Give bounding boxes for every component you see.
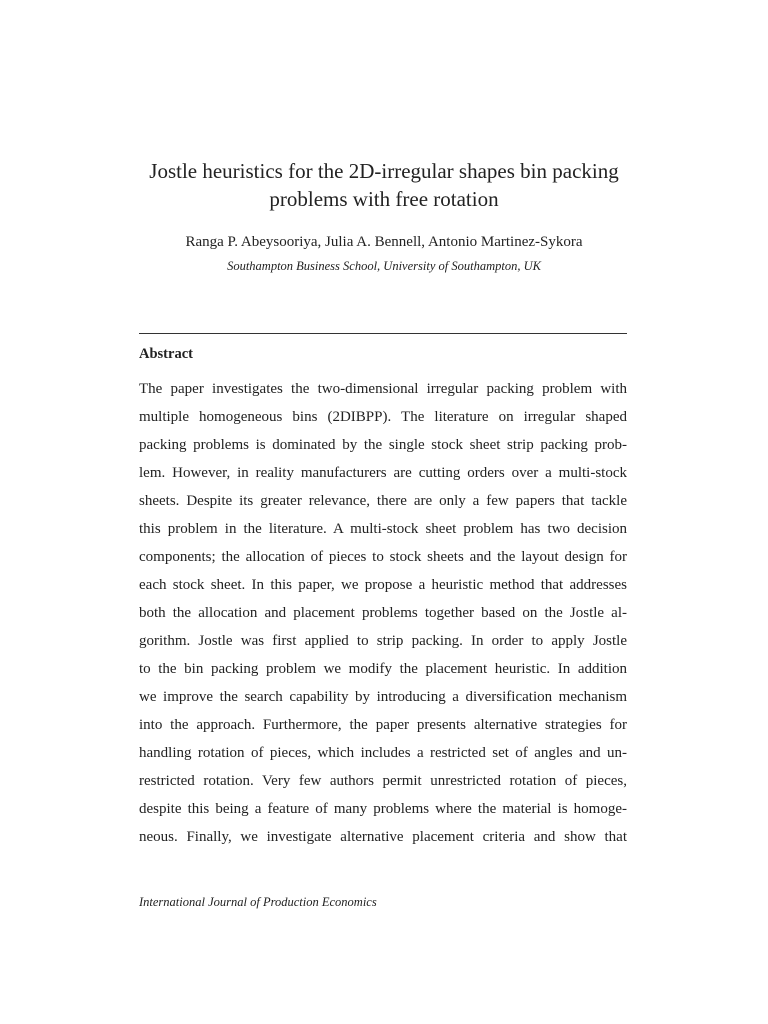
abstract-line: each stock sheet. In this paper, we propose a heuristic method that addresses xyxy=(139,577,627,593)
abstract-line: into the approach. Furthermore, the paper presents alternative strategies for xyxy=(139,717,627,733)
abstract-divider xyxy=(139,333,627,334)
abstract-line: to the bin packing problem we modify the placement heuristic. In addition xyxy=(139,661,627,677)
abstract-line: The paper investigates the two-dimensional irregular packing problem with xyxy=(139,381,627,397)
abstract-line: components; the allocation of pieces to stock sheets and the layout design for xyxy=(139,549,627,565)
abstract-line: multiple homogeneous bins (2DIBPP). The literature on irregular shaped xyxy=(139,409,627,425)
abstract-body xyxy=(139,378,627,854)
abstract-heading: Abstract xyxy=(139,346,193,362)
paper-authors: Ranga P. Abeysooriya, Julia A. Bennell, Antonio Martinez-Sykora xyxy=(185,234,583,250)
paper-affiliation: Southampton Business School, University of Southampton, UK xyxy=(227,259,541,273)
paper-title-line-2: problems with free rotation xyxy=(269,187,499,211)
abstract-line: neous. Finally, we investigate alternative placement criteria and show that xyxy=(139,829,627,845)
abstract-line: gorithm. Jostle was first applied to strip packing. In order to apply Jostle xyxy=(139,633,627,649)
abstract-line: we improve the search capability by introducing a diversification mechanism xyxy=(139,689,627,705)
abstract-line: packing problems is dominated by the single stock sheet strip packing prob- xyxy=(139,437,627,453)
abstract-line: both the allocation and placement problems together based on the Jostle al- xyxy=(139,605,627,621)
abstract-line: restricted rotation. Very few authors permit unrestricted rotation of pieces, xyxy=(139,773,627,789)
abstract-line: sheets. Despite its greater relevance, there are only a few papers that tackle xyxy=(139,493,627,509)
journal-footer: International Journal of Production Economics xyxy=(139,895,377,909)
abstract-line: handling rotation of pieces, which includes a restricted set of angles and un- xyxy=(139,745,627,761)
abstract-line: despite this being a feature of many problems where the material is homoge- xyxy=(139,801,627,817)
paper-title xyxy=(100,157,668,213)
abstract-line: lem. However, in reality manufacturers are cutting orders over a multi-stock xyxy=(139,465,627,481)
paper-title-line-1: Jostle heuristics for the 2D-irregular shapes bin packing xyxy=(149,159,619,183)
abstract-line: this problem in the literature. A multi-stock sheet problem has two decision xyxy=(139,521,627,537)
